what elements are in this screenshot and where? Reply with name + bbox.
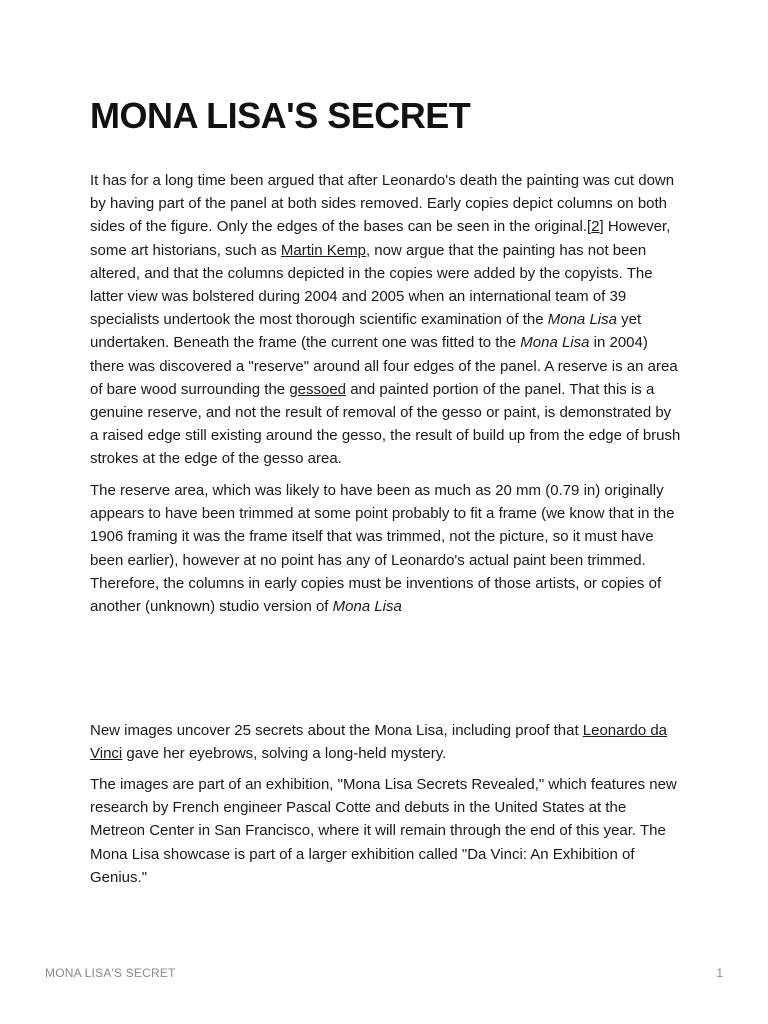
text-run: ] However, some art historians, such as <box>90 218 671 259</box>
paragraph-1 <box>90 169 682 471</box>
paragraph-3 <box>90 719 682 765</box>
footnote-link-2[interactable]: 2 <box>591 218 600 236</box>
martin-kemp-link[interactable]: Martin Kemp <box>280 241 366 259</box>
text-run: in 2004) there was discovered a "reserve" around all four edges of the panel. A reserve is an area of bare wood surrounding the <box>90 334 678 398</box>
gessoed-link[interactable]: gessoed <box>289 380 347 398</box>
text-run: New images uncover 25 secrets about the Mona Lisa, including proof that <box>90 722 583 739</box>
italic-title: Mona Lisa <box>520 334 590 352</box>
text-run: The reserve area, which was likely to have been as much as 20 mm (0.79 in) originally appears to have been trimmed at some point probably to fit a frame (we know that in the 1906 framing it was the frame itself that was trimmed, not the picture, so it must have been earlier), however at no point has any of Leonardo's actual paint been trimmed. Therefore, the columns in early copies must be inventions of those artists, or copies of another (unknown) studio version of <box>90 482 675 616</box>
italic-title: Mona Lisa <box>547 311 617 329</box>
text-run: , now argue that the painting has not been altered, and that the columns depicted in the copies were added by the copyists. The latter view was bolstered during 2004 and 2005 when an international team of 39 specialists undertook the most thorough scientific examination of the <box>90 241 653 329</box>
text-run: and painted portion of the panel. That this is a genuine reserve, and not the result of removal of the gesso or paint, is demonstrated by a raised edge still existing around the gesso, the result of build up from the edge of brush strokes at the edge of the gesso area. <box>90 380 681 468</box>
footer-title: MONA LISA'S SECRET <box>45 966 176 980</box>
paragraph-4 <box>90 773 682 889</box>
leonardo-da-vinci-link[interactable]: Leonardo da Vinci <box>90 722 668 763</box>
page-number: 1 <box>716 966 723 980</box>
text-run: It has for a long time been argued that after Leonardo's death the painting was cut down by having part of the panel at both sides removed. Early copies depict columns on both sides of the figure. Only the edges of the bases can be seen in the original.[ <box>90 172 675 236</box>
text-run: The images are part of an exhibition, "Mona Lisa Secrets Revealed," which features new research by French engineer Pascal Cotte and debuts in the United States at the Metreon Center in San Francisco, where it will remain through the end of this year. The Mona Lisa showcase is part of a larger exhibition called "Da Vinci: An Exhibition of Genius." <box>90 776 677 886</box>
text-run: gave her eyebrows, solving a long-held mystery. <box>122 745 447 763</box>
italic-title: Mona Lisa <box>332 598 402 616</box>
text-run: yet undertaken. Beneath the frame (the current one was fitted to the <box>90 311 642 352</box>
paragraph-2 <box>90 479 682 618</box>
page-title: MONA LISA'S SECRET <box>90 95 471 136</box>
